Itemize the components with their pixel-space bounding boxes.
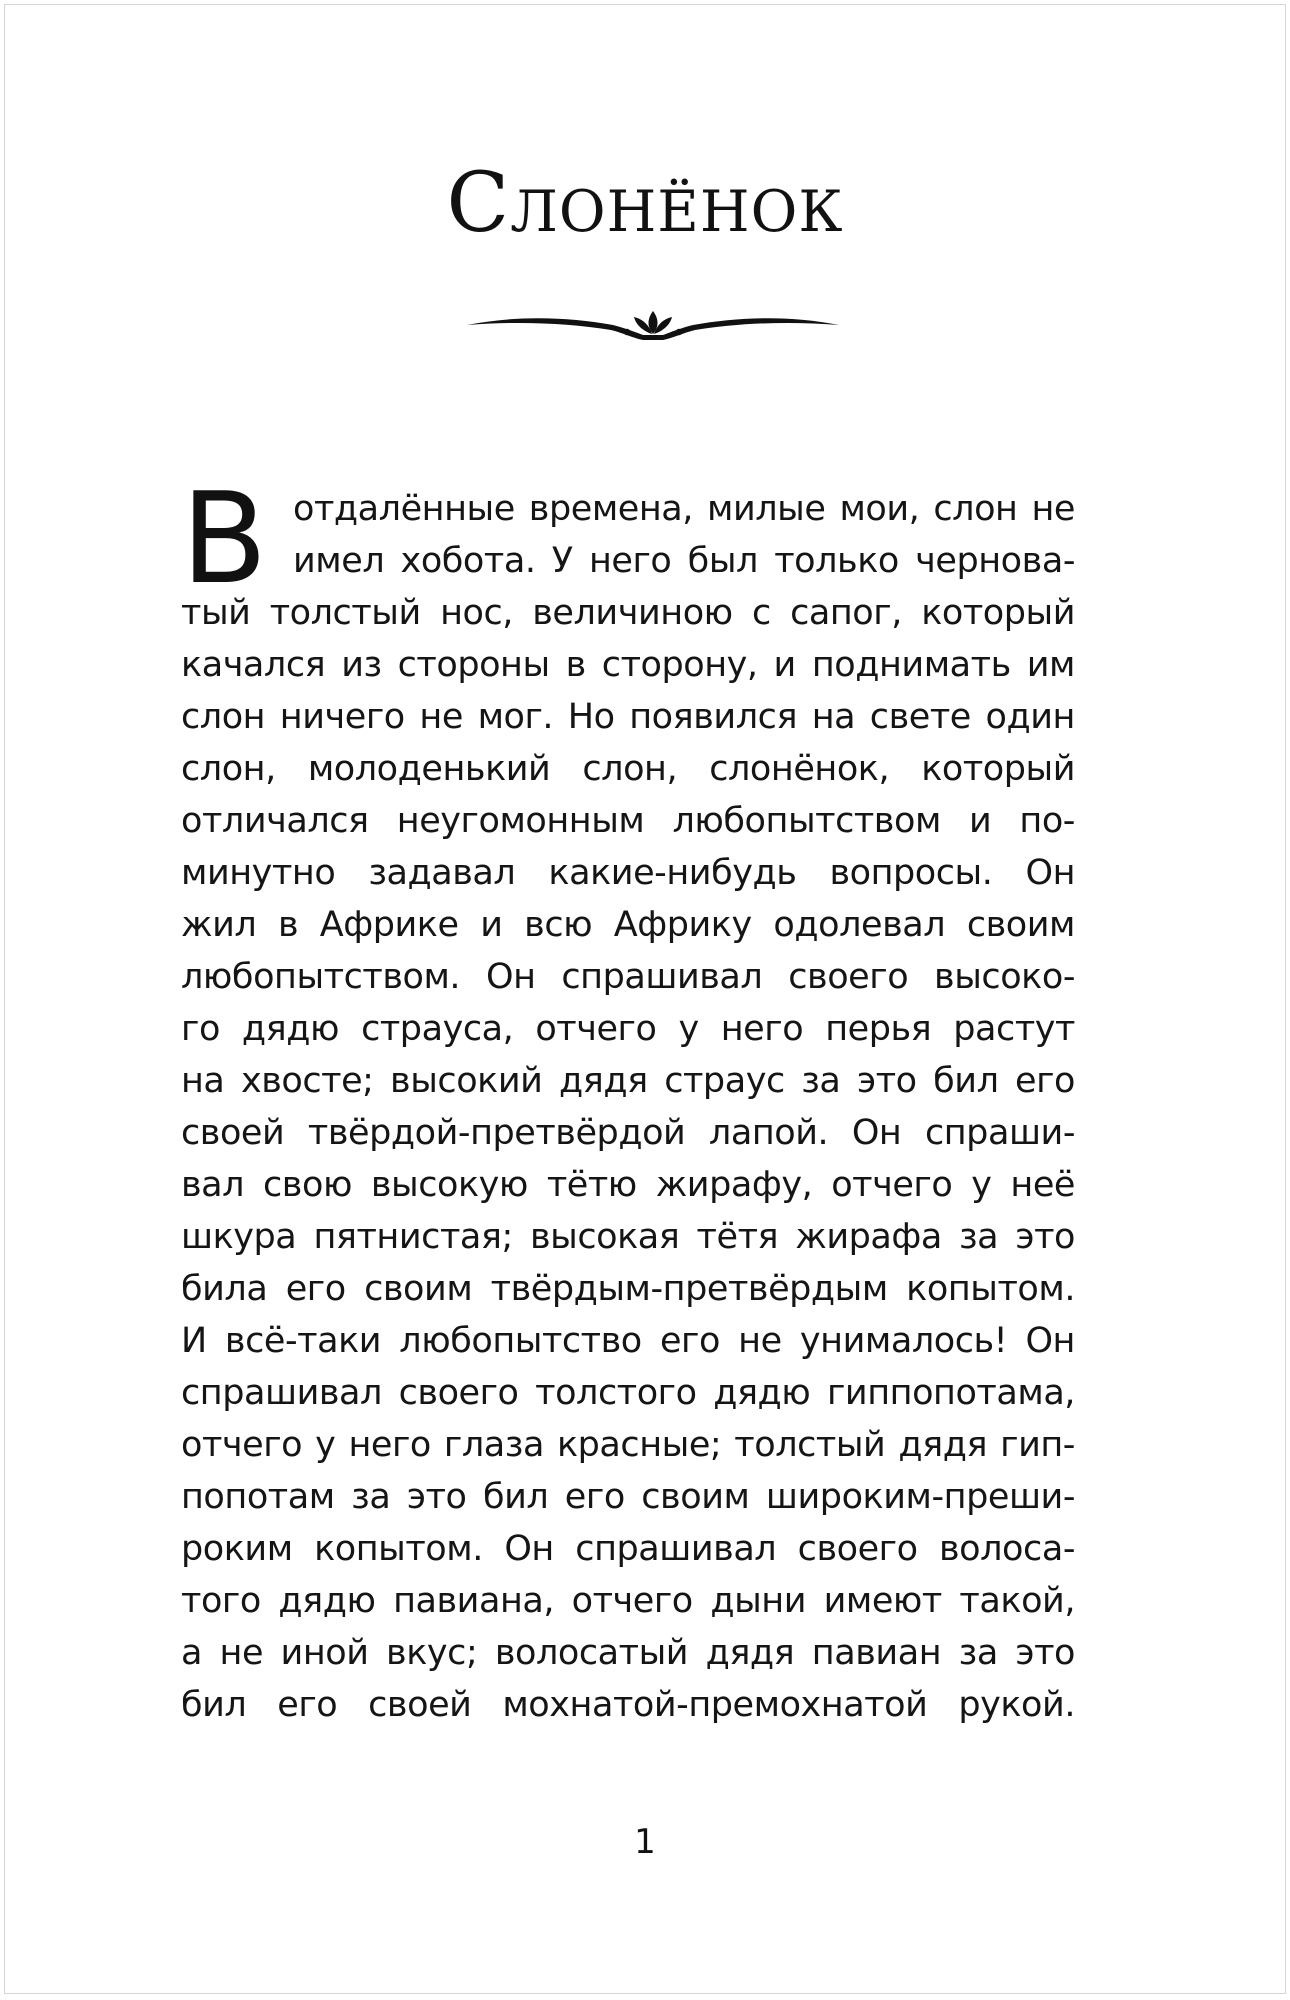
text-line: жил в Африке и всю Африку одолевал своим bbox=[181, 905, 1075, 945]
text-line: того дядю павиана, отчего дыни имеют такой, bbox=[181, 1581, 1075, 1621]
text-line: имел хобота. У него был только чернова- bbox=[293, 541, 1075, 581]
text-line: любопытством. Он спрашивал своего высоко- bbox=[181, 957, 1075, 997]
text-line: тый толстый нос, величиною с сапог, который bbox=[181, 593, 1075, 633]
text-line: И всё-таки любопытство его не унималось! Он bbox=[181, 1321, 1075, 1361]
text-line: качался из стороны в сторону, и поднимать им bbox=[181, 645, 1075, 685]
text-line: на хвосте; высокий дядя страус за это бил его bbox=[181, 1061, 1075, 1101]
text-line: отдалённые времена, милые мои, слон не bbox=[293, 489, 1075, 529]
page-number: 1 bbox=[634, 1822, 656, 1862]
drop-cap: В bbox=[181, 465, 268, 612]
text-line: слон ничего не мог. Но появился на свете один bbox=[181, 697, 1075, 737]
text-line: отличался неугомонным любопытством и по- bbox=[181, 801, 1075, 841]
ornamental-divider-icon bbox=[463, 301, 843, 349]
text-line: роким копытом. Он спрашивал своего волоса- bbox=[181, 1529, 1075, 1569]
text-line: бил его своей мохнатой-премохнатой рукой. bbox=[181, 1685, 1075, 1725]
text-line: отчего у него глаза красные; толстый дядя гип- bbox=[181, 1425, 1075, 1465]
text-line: била его своим твёрдым-претвёрдым копытом. bbox=[181, 1269, 1075, 1309]
text-line: шкура пятнистая; высокая тётя жирафа за это bbox=[181, 1217, 1075, 1257]
text-line: вал свою высокую тётю жирафу, отчего у неё bbox=[181, 1165, 1075, 1205]
text-line: слон, молоденький слон, слонёнок, который bbox=[181, 749, 1075, 789]
book-page bbox=[4, 4, 1286, 1994]
text-line: попотам за это бил его своим широким-преши- bbox=[181, 1477, 1075, 1517]
text-line: спрашивал своего толстого дядю гиппопотама, bbox=[181, 1373, 1075, 1413]
story-paragraph bbox=[181, 465, 1075, 1731]
text-line: го дядю страуса, отчего у него перья растут bbox=[181, 1009, 1075, 1049]
text-line: а не иной вкус; волосатый дядя павиан за это bbox=[181, 1633, 1075, 1673]
text-line: своей твёрдой-претвёрдой лапой. Он спраши- bbox=[181, 1113, 1075, 1153]
text-line: минутно задавал какие-нибудь вопросы. Он bbox=[181, 853, 1075, 893]
chapter-title: Слонёнок bbox=[446, 156, 844, 251]
